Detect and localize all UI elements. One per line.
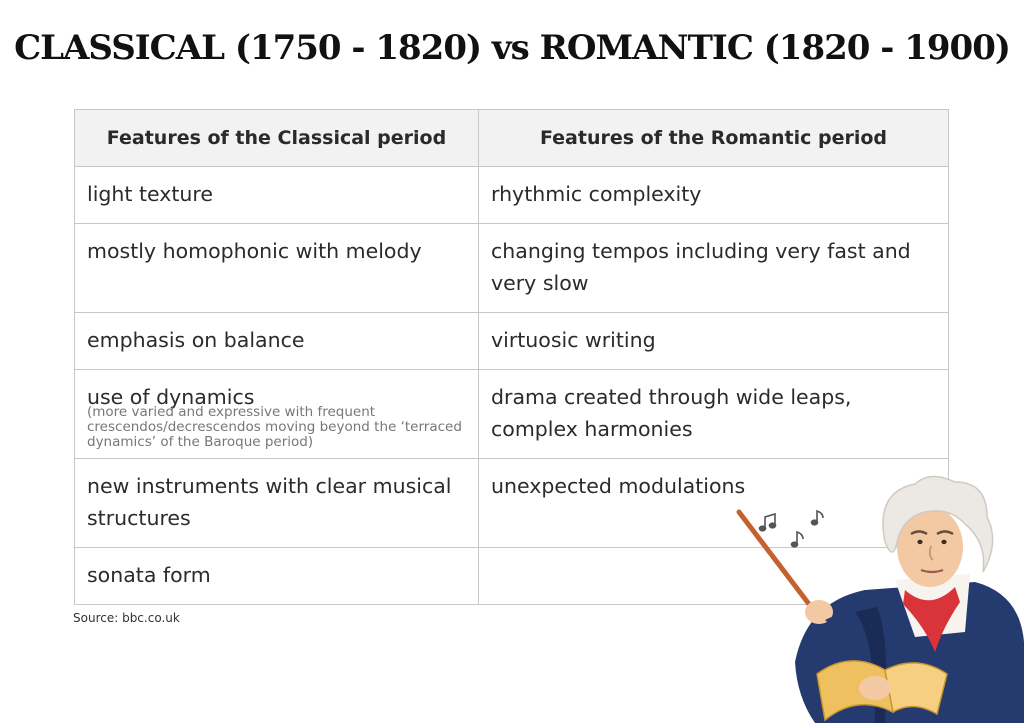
classical-feature: use of dynamics <box>87 385 255 409</box>
classical-feature: new instruments with clear musical structures <box>87 474 452 530</box>
classical-cell <box>75 548 479 605</box>
romantic-feature: virtuosic writing <box>491 328 656 352</box>
romantic-cell <box>479 224 949 313</box>
classical-feature: emphasis on balance <box>87 328 305 352</box>
table-row <box>75 313 949 370</box>
table-row <box>75 224 949 313</box>
table-row <box>75 370 949 459</box>
classical-feature-note: (more varied and expressive with frequent crescendos/decrescendos moving beyond the ‘terraced dynamics’ of the Baroque period) <box>87 404 462 450</box>
romantic-feature: drama created through wide leaps, complex harmonies <box>491 385 852 441</box>
music-notes-icon <box>760 511 824 547</box>
romantic-feature: changing tempos including very fast and very slow <box>491 239 911 295</box>
baton <box>739 512 815 612</box>
classical-cell <box>75 313 479 370</box>
header-romantic: Features of the Romantic period <box>479 110 949 167</box>
classical-cell <box>75 224 479 313</box>
classical-cell <box>75 459 479 548</box>
classical-cell <box>75 167 479 224</box>
romantic-feature: rhythmic complexity <box>491 182 702 206</box>
classical-cell <box>75 370 479 459</box>
table-header-row <box>75 110 949 167</box>
page-title: CLASSICAL (1750 - 1820) vs ROMANTIC (1820 - 1900) <box>14 28 1010 68</box>
classical-feature: light texture <box>87 182 213 206</box>
beethoven-conducting-illustration <box>725 462 1024 723</box>
classical-feature: sonata form <box>87 563 211 587</box>
classical-feature: mostly homophonic with melody <box>87 239 422 263</box>
book-hand <box>859 676 891 700</box>
romantic-cell <box>479 167 949 224</box>
source-note: Source: bbc.co.uk <box>73 611 180 625</box>
romantic-cell <box>479 370 949 459</box>
romantic-feature: unexpected modulations <box>491 474 746 498</box>
table-row <box>75 167 949 224</box>
romantic-cell <box>479 313 949 370</box>
header-classical: Features of the Classical period <box>75 110 479 167</box>
